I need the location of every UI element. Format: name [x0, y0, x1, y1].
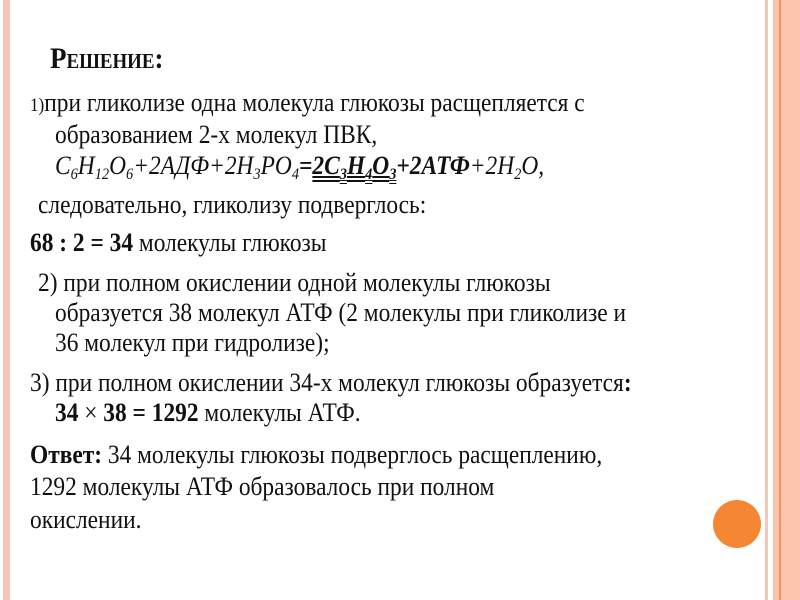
formula-part: O — [372, 151, 390, 180]
step-number: 1) — [30, 95, 45, 116]
answer-label: Ответ: — [30, 440, 103, 469]
step-2-line: 2) при полном окислении одной молекулы глюкозы — [38, 268, 551, 297]
answer-line — [30, 440, 602, 470]
conclusion-line: следовательно, гликолизу подверглось: — [38, 190, 427, 219]
formula-subscript: 3 — [389, 166, 397, 183]
formula-subscript: 4 — [365, 166, 373, 183]
calc-line-1 — [30, 228, 327, 258]
right-border-orange-line — [779, 0, 781, 600]
formula-part: +2H — [469, 151, 515, 180]
formula-subscript: 6 — [70, 166, 78, 183]
formula-subscript: 6 — [126, 166, 134, 183]
step-3-line — [30, 368, 632, 398]
slide-title: Решение: — [50, 42, 164, 75]
right-border-stripe-thin — [765, 0, 768, 600]
formula-subscript: 3 — [339, 166, 347, 183]
times: × — [78, 398, 104, 427]
text: 34 молекулы глюкозы подверглось расщеплению, — [102, 440, 603, 469]
formula-subscript: 12 — [94, 166, 110, 183]
formula-part: O, — [521, 151, 545, 180]
formula-subscript: 4 — [291, 166, 300, 183]
formula-part: +2АДФ+2H — [133, 151, 254, 180]
formula-part: PO — [260, 151, 292, 180]
step-2-line-3: 36 молекул при гидролизе); — [55, 328, 330, 357]
formula-subscript: 2 — [514, 166, 522, 183]
answer-line-3: окислении. — [30, 505, 142, 534]
formula-subscript: 3 — [253, 166, 261, 183]
text: 3) при полном окислении 34-х молекул глюкозы образуется — [30, 368, 624, 397]
step-1-line — [30, 88, 585, 121]
formula-part: H — [77, 151, 95, 180]
formula-part: H — [346, 151, 366, 180]
formula-part: C — [55, 151, 71, 180]
step-2-line-2: образуется 38 молекул АТФ (2 молекулы при гликолизе и — [55, 298, 626, 327]
formula-part: O — [109, 151, 127, 180]
formula-part: 2C — [312, 151, 340, 180]
reaction-equation — [55, 151, 544, 181]
formula-part: = — [299, 151, 313, 180]
colon: : — [623, 368, 632, 397]
orange-circle-decoration — [713, 500, 761, 548]
calc-line-2 — [55, 398, 361, 428]
answer-line-2: 1292 молекулы АТФ образовалось при полном — [30, 472, 495, 501]
text: при гликолизе одна молекула глюкозы расщепляется с — [44, 88, 585, 117]
step-1-line-2: образованием 2-х молекул ПВК, — [55, 120, 378, 149]
calculation: 38 = 1292 — [103, 398, 199, 427]
formula-part: +2АТФ — [396, 151, 470, 180]
factor-a: 34 — [55, 398, 79, 427]
right-border-stripe — [773, 0, 800, 600]
left-border-stripe — [3, 0, 10, 600]
calculation: 68 : 2 = 34 — [30, 228, 134, 257]
text: молекулы глюкозы — [133, 228, 327, 257]
text: молекулы АТФ. — [198, 398, 361, 427]
